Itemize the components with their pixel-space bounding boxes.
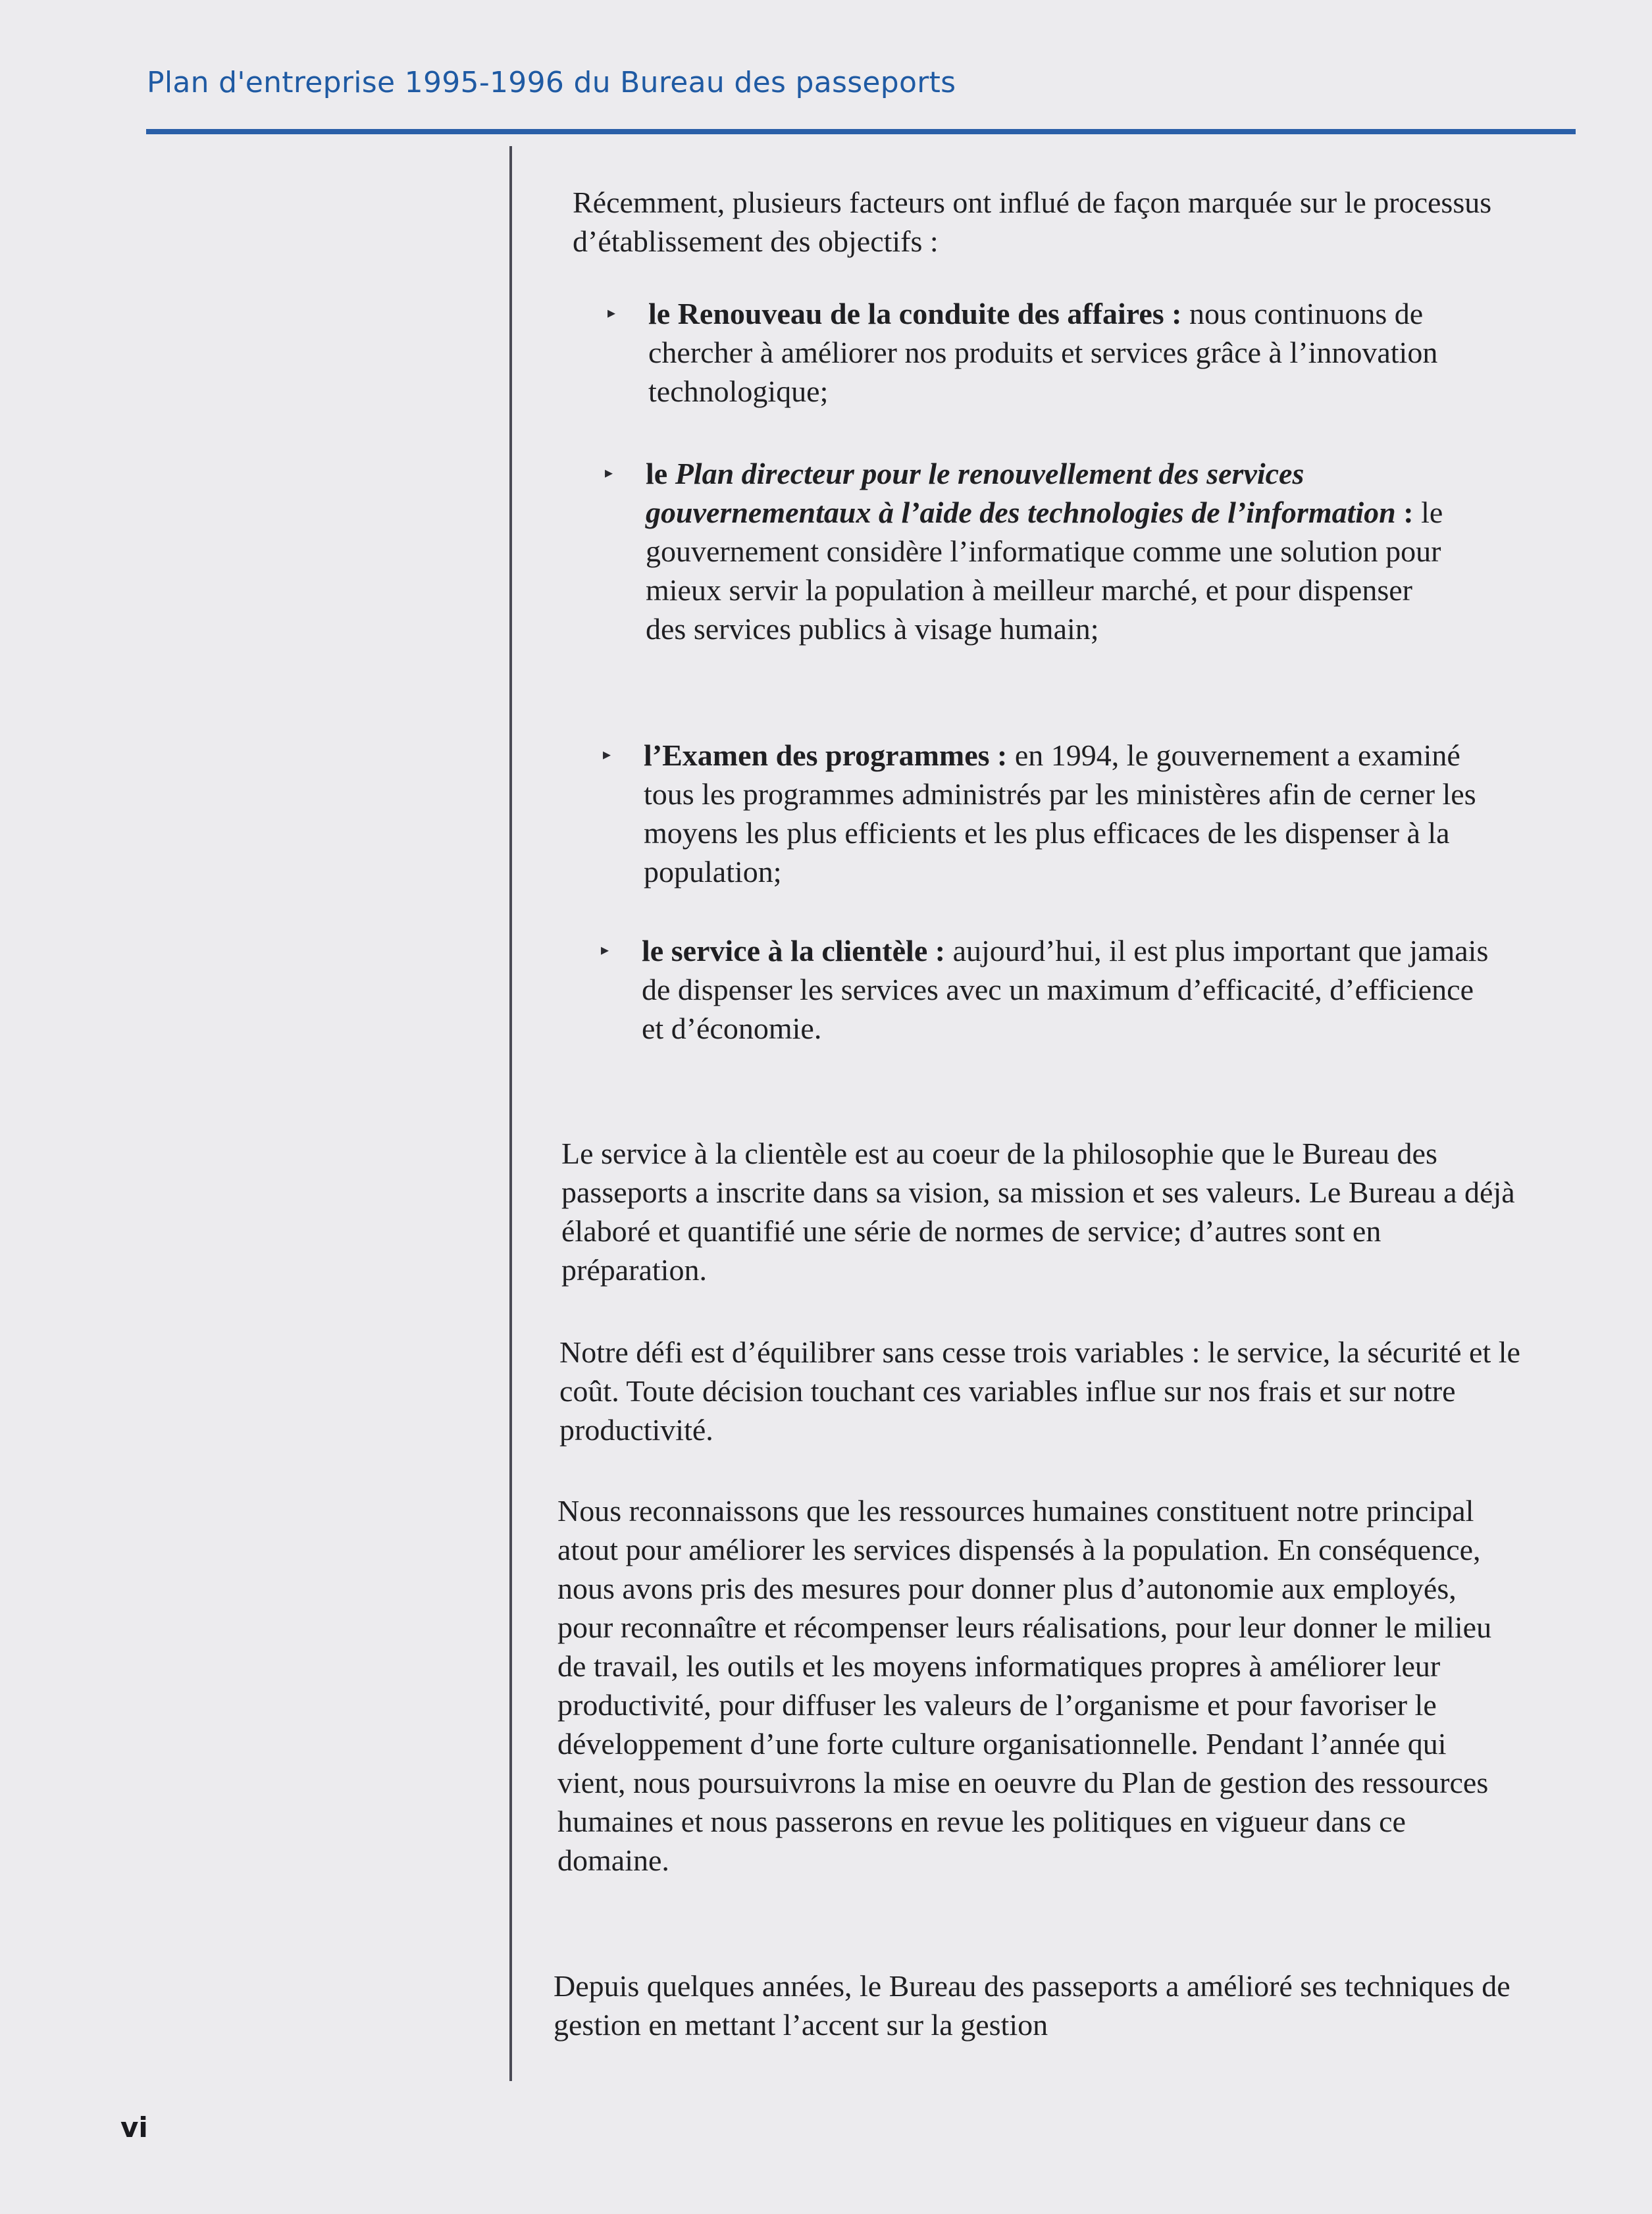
bullet-body: le gouvernement considère l’informatique comme une solution pour mieux servir la population à meilleur marché, et pour dispenser des services publics à visage humain; xyxy=(646,496,1443,646)
bullet-item xyxy=(603,736,1499,891)
bullet-item xyxy=(607,294,1527,411)
bullet-title: Plan directeur pour le renouvellement des services gouvernementaux à l’aide des technologies de l’information xyxy=(646,457,1396,529)
intro-paragraph: Récemment, plusieurs facteurs ont influé de façon marquée sur le processus d’établissement des objectifs : xyxy=(573,186,1492,258)
bullet-lead: le service à la clientèle : xyxy=(642,934,946,967)
bullet-title-colon: : xyxy=(1395,496,1414,529)
body-paragraph: Le service à la clientèle est au coeur de la philosophie que le Bureau des passeports a inscrite dans sa vision, sa mission et ses valeurs. Le Bureau a déjà élaboré et quantifié une série de normes de service; d’autres sont en préparation. xyxy=(561,1137,1515,1287)
body-paragraph: Nous reconnaissons que les ressources humaines constituent notre principal atout pour améliorer les services dispensés à la population. En conséquence, nous avons pris des mesures pour donner plus d’autonomie aux employés, pour reconnaître et récompenser leurs réalisations, pour leur donner le milieu de travail, les outils et les moyens informatiques propres à améliorer leur productivité, pour diffuser les valeurs de l’organisme et pour favoriser le développement d’une forte culture organisationnelle. Pendant l’année qui vient, nous poursuivrons la mise en oeuvre du Plan de gestion des ressources humaines et nous passerons en revue les politiques en vigueur dans ce domaine. xyxy=(557,1494,1492,1877)
running-header: Plan d'entreprise 1995-1996 du Bureau des passeports xyxy=(147,66,956,99)
bullet-arrow-icon: ▸ xyxy=(607,305,616,322)
bullet-arrow-icon: ▸ xyxy=(601,942,609,959)
bullet-item xyxy=(605,454,1458,648)
body-paragraph: Notre défi est d’équilibrer sans cesse trois variables : le service, la sécurité et le coût. Toute décision touchant ces variables influe sur nos frais et sur notre productivité. xyxy=(559,1335,1520,1447)
page-number: vi xyxy=(120,2111,148,2144)
bullet-item xyxy=(601,931,1497,1048)
bullet-body: aujourd’hui, il est plus important que jamais de dispenser les services avec un maximum d’efficacité, d’efficience et d’économie. xyxy=(642,934,1489,1045)
bullet-body: nous continuons de chercher à améliorer nos produits et services grâce à l’innovation technologique; xyxy=(648,297,1438,408)
bullet-lead: l’Examen des programmes : xyxy=(644,738,1008,772)
bullet-arrow-icon: ▸ xyxy=(605,465,613,482)
bullet-arrow-icon: ▸ xyxy=(603,746,611,763)
bullet-lead: le xyxy=(646,457,675,490)
body-paragraph: Depuis quelques années, le Bureau des passeports a amélioré ses techniques de gestion en mettant l’accent sur la gestion xyxy=(554,1969,1510,2042)
bullet-lead: le Renouveau de la conduite des affaires : xyxy=(648,297,1182,330)
bullet-body: en 1994, le gouvernement a examiné tous les programmes administrés par les ministères afin de cerner les moyens les plus efficients et les plus efficaces de les dispenser à la population; xyxy=(644,738,1476,888)
